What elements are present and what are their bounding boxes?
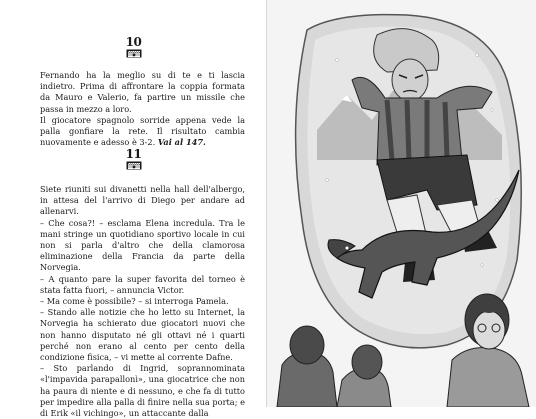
- chapter-10-text: [40, 70, 245, 148]
- soccer-goal-icon: [126, 49, 142, 58]
- paragraph: Fernando ha la meglio su di te e ti lascia indietro. Prima di affrontare la coppia formata da Mauro e Valerio, fa partire un missile che passa in mezzo a loro.: [40, 70, 245, 114]
- chapter-number: 10: [125, 35, 142, 49]
- chapter-11-heading: [0, 148, 267, 170]
- goto-reference[interactable]: Vai al 147.: [157, 137, 206, 148]
- paragraph: – Ma come è possibile? – si interroga Pamela.: [40, 296, 229, 307]
- paragraph: Siete riuniti sui divanetti nella hall dell'albergo, in attesa del l'arrivo di Diego per andare ad allenarvi.: [40, 184, 245, 217]
- chapter-11-text: [40, 184, 245, 419]
- paragraph: – A quanto pare la super favorita del torneo è stata fatta fuori, – annuncia Victor.: [40, 273, 245, 295]
- soccer-goal-icon: [126, 161, 142, 170]
- paragraph-text: Il giocatore spagnolo sorride appena vede la palla gonfiare la rete. Il risultato cambia nuovamente e adesso è 3-2.: [40, 114, 245, 148]
- left-page: [0, 0, 267, 419]
- paragraph: – Che cosa?! – esclama Elena incredula. Tra le mani stringe un quotidiano sportivo locale in cui non si parla d'altro che della clamorosa eliminazione della Francia da parte della Norvegia.: [40, 217, 245, 273]
- paragraph: [40, 115, 245, 149]
- paragraph: – Sto parlando di Ingrid, soprannominata «l'impavida parapallonì», una giocatrice che non ha paura di niente e di nessuno, e che fa di tutto per impedire alla palla di finire nella sua porta; e di Erik «il vichingo», un attaccante dalla: [40, 363, 245, 419]
- chapter-10-heading: [0, 36, 267, 58]
- chapter-number: 11: [125, 147, 142, 161]
- right-page: [267, 0, 536, 407]
- paragraph: – Stando alle notizie che ho letto su Internet, la Norvegia ha schierato due giocatori nuovi che non hanno disputato né gli ottavi né i quarti perché non erano al cento per cento della condizione fisica, – vi mette al corrente Dafne.: [40, 307, 245, 363]
- soccer-player-with-wolf-illustration: [267, 0, 536, 407]
